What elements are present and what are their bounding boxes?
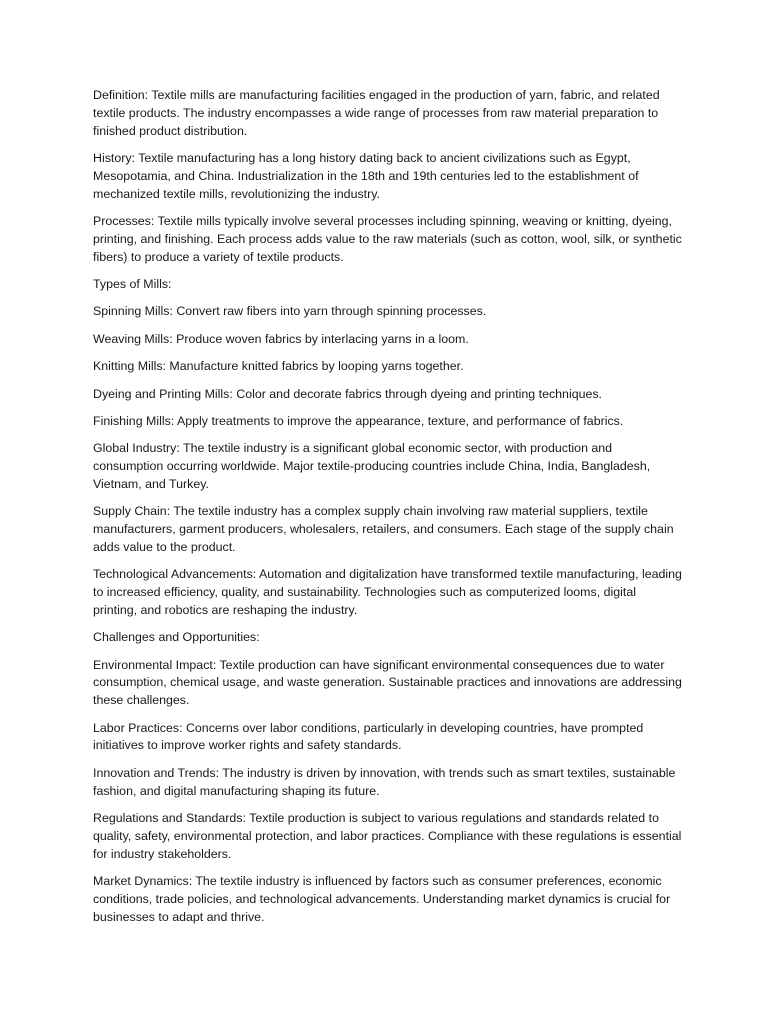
paragraph-definition: Definition: Textile mills are manufacturing facilities engaged in the production of yarn, fabric, and related textile products. The industry encompasses a wide range of processes from raw material preparation to finished product distribution. bbox=[93, 88, 660, 138]
paragraph-dyeing-printing-mills: Dyeing and Printing Mills: Color and decorate fabrics through dyeing and printing techniques. bbox=[93, 386, 603, 401]
paragraph-finishing-mills: Finishing Mills: Apply treatments to improve the appearance, texture, and performance of fabrics. bbox=[93, 413, 624, 428]
paragraph-environmental-impact: Environmental Impact: Textile production can have significant environmental consequences due to water consumption, chemical usage, and waste generation. Sustainable practices and innovations are addressing these challenges. bbox=[93, 657, 682, 708]
heading-challenges-and-opportunities: Challenges and Opportunities: bbox=[93, 630, 260, 645]
paragraph-market-dynamics: Market Dynamics: The textile industry is influenced by factors such as consumer preferences, economic conditions, trade policies, and technological advancements. Understanding market dynamics is crucial for businesses to adapt and thrive. bbox=[93, 873, 671, 924]
paragraph-supply-chain: Supply Chain: The textile industry has a complex supply chain involving raw material suppliers, textile manufacturers, garment producers, wholesalers, retailers, and consumers. Each stage of the supply chain adds value to the product. bbox=[93, 504, 674, 554]
paragraph-innovation-and-trends: Innovation and Trends: The industry is driven by innovation, with trends such as smart textiles, sustainable fashion, and digital manufacturing shaping its future. bbox=[93, 765, 676, 798]
paragraph-labor-practices: Labor Practices: Concerns over labor conditions, particularly in developing countries, have prompted initiatives to improve worker rights and safety standards. bbox=[93, 720, 644, 753]
document-page bbox=[93, 87, 683, 936]
paragraph-processes: Processes: Textile mills typically involve several processes including spinning, weaving or knitting, dyeing, printing, and finishing. Each process adds value to the raw materials (such as cotton, wool, silk, or synthetic fibers) to produce a variety of textile products. bbox=[93, 213, 682, 264]
paragraph-global-industry: Global Industry: The textile industry is a significant global economic sector, with production and consumption occurring worldwide. Major textile-producing countries include China, India, Bangladesh, Vietnam, and Turkey. bbox=[93, 441, 651, 491]
paragraph-weaving-mills: Weaving Mills: Produce woven fabrics by interlacing yarns in a loom. bbox=[93, 331, 469, 346]
heading-types-of-mills: Types of Mills: bbox=[93, 276, 172, 291]
paragraph-history: History: Textile manufacturing has a long history dating back to ancient civilizations such as Egypt, Mesopotamia, and China. Industrialization in the 18th and 19th centuries led to the establishment of mechanized textile mills, revolutionizing the industry. bbox=[93, 150, 639, 201]
paragraph-knitting-mills: Knitting Mills: Manufacture knitted fabrics by looping yarns together. bbox=[93, 359, 464, 374]
paragraph-spinning-mills: Spinning Mills: Convert raw fibers into yarn through spinning processes. bbox=[93, 304, 487, 319]
paragraph-regulations-and-standards: Regulations and Standards: Textile production is subject to various regulations and standards related to quality, safety, environmental protection, and labor practices. Compliance with these regulations is essential for industry stakeholders. bbox=[93, 811, 682, 861]
paragraph-technological-advancements: Technological Advancements: Automation and digitalization have transformed textile manufacturing, leading to increased efficiency, quality, and sustainability. Technologies such as computerized looms, digital printing, and robotics are reshaping the industry. bbox=[93, 567, 682, 617]
